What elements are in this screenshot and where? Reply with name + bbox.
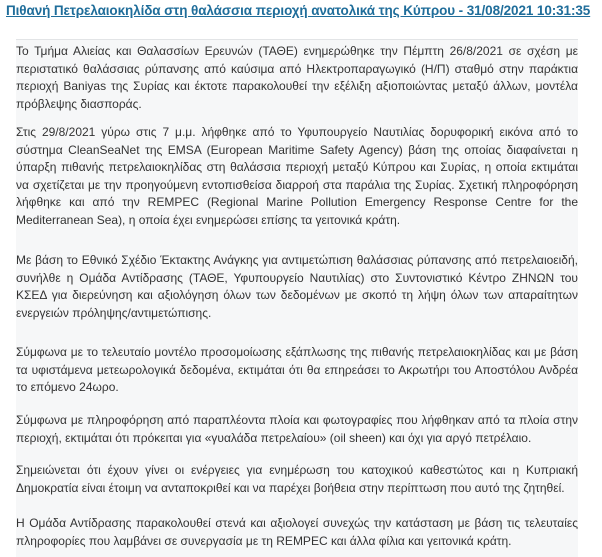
article-paragraph: Σημειώνεται ότι έχουν γίνει οι ενέργειες για ενημέρωση του κατοχικού καθεστώτος και η Κυπριακή Δημοκρατία είναι έτοιμη να ανταποκριθεί και να παρέχει βοήθεια στην περίπτωση που αυτό της ζητηθεί. [16, 463, 578, 495]
article-paragraph: Στις 29/8/2021 γύρω στις 7 μ.μ. λήφθηκε από το Υφυπουργείο Ναυτιλίας δορυφορική εικόνα από το σύστημα CleanSeaNet της EMSA (European Maritime Safety Agency) βάση της οποίας διαφαίνεται η ύπαρξη πιθανής πετρελαιοκηλίδας στη θαλάσσια περιοχή μεταξύ Κύπρου και Συρίας, η οποία εκτιμάται να σχετίζεται με την προηγούμενη εντοπισθείσα διαρροή στα παράλια της Συρίας. Σχετική πληροφόρηση λήφθηκε και από την REMPEC (Regional Marine Pollution Emergency Response Centre for the Mediterranean Sea), η οποία έχει ενημερώσει επίσης τα γειτονικά κράτη. [16, 125, 578, 227]
article-paragraph: Σύμφωνα με το τελευταίο μοντέλο προσομοίωσης εξάπλωσης της πιθανής πετρελαιοκηλίδας και με βάση τα υφιστάμενα μετεωρολογικά δεδομένα, εκτιμάται ότι θα επηρεάσει το Ακρωτήρι του Αποστόλου Ανδρέα το επόμενο 24ωρο. [16, 345, 578, 394]
article-paragraph: Το Τμήμα Αλιείας και Θαλασσίων Ερευνών (ΤΑΘΕ) ενημερώθηκε την Πέμπτη 26/8/2021 σε σχέση με περιστατικό θαλάσσιας ρύπανσης από καύσιμα από Ηλεκτροπαραγωγικό (Η/Π) σταθμό στην παράκτια περιοχή Baniyas της Συρίας και έκτοτε παρακολουθεί την εξέλιξη αξιοποιώντας μεταξύ άλλων, μοντέλα πρόβλεψης διασποράς. [16, 44, 578, 111]
article-paragraph: Σύμφωνα με πληροφόρηση από παραπλέοντα πλοία και φωτογραφίες που λήφθηκαν από τα πλοία στην περιοχή, εκτιμάται ότι πρόκειται για «γυαλάδα πετρελαίου» (oil sheen) και όχι για αργό πετρέλαιο. [16, 413, 578, 445]
article-paragraph: Η Ομάδα Αντίδρασης παρακολουθεί στενά και αξιολογεί συνεχώς την κατάσταση με βάση τις τελευταίες πληροφορίες που λαμβάνει σε συνεργασία με τη REMPEC και άλλα φίλια και γειτονικά κράτη. [16, 516, 578, 548]
article-title-link[interactable]: Πιθανή Πετρελαιοκηλίδα στη θαλάσσια περιοχή ανατολικά της Κύπρου - 31/08/2021 10:31:35 [6, 3, 591, 18]
article-paragraph: Με βάση το Εθνικό Σχέδιο Έκτακτης Ανάγκης για αντιμετώπιση θαλάσσιας ρύπανσης από πετρελαιοειδή, συνήλθε η Ομάδα Αντίδρασης (ΤΑΘΕ, Υφυπουργείο Ναυτιλίας) στο Συντονιστικό Κέντρο ΖΗΝΩΝ του ΚΣΕΔ για διερεύνηση και αξιολόγηση όλων των δεδομένων με σκοπό τη λήψη όλων των απαραίτητων ενεργειών πρόληψης/αντιμετώπισης. [16, 253, 578, 320]
article-body [16, 39, 578, 557]
